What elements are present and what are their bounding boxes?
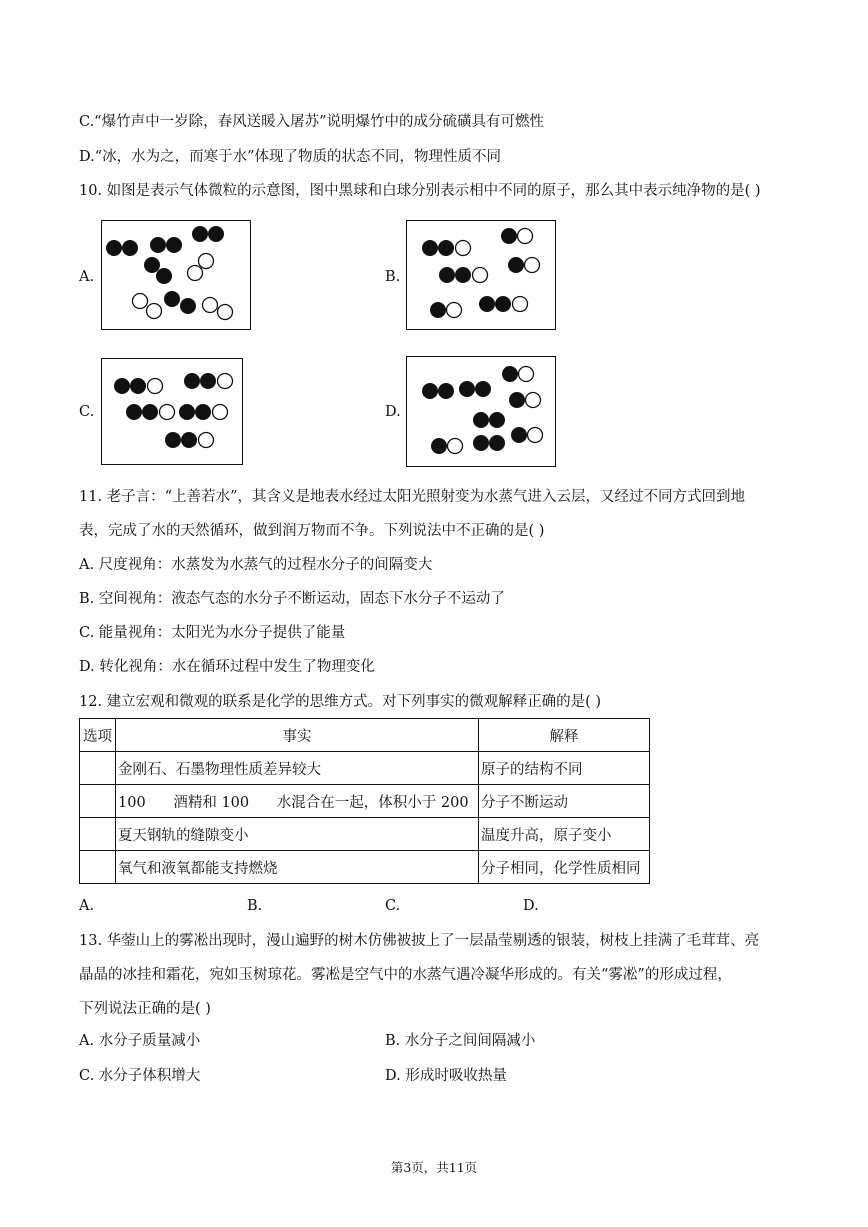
q10-figure-c-diagram — [102, 359, 242, 464]
table-row — [80, 752, 650, 785]
row-explanation: 温度升高，原子变小 — [479, 818, 650, 851]
row-fact: 金刚石、石墨物理性质差异较大 — [116, 752, 479, 785]
q9-option-d: D.“冰，水为之，而寒于水”体现了物质的状态不同，物理性质不同 — [79, 149, 502, 165]
row-option — [80, 851, 116, 884]
row-fact: 夏天钢轨的缝隙变小 — [116, 818, 479, 851]
row-explanation: 分子不断运动 — [479, 785, 650, 818]
q9-option-c: C.“爆竹声中一岁除，春风送暖入屠苏”说明爆竹中的成分硫磺具有可燃性 — [79, 114, 545, 130]
page-footer: 第3页，共11页 — [390, 1160, 478, 1175]
q10-label-a: A. — [79, 269, 95, 285]
table-row — [80, 818, 650, 851]
q11-option-a: A. 尺度视角：水蒸发为水蒸气的过程水分子的间隔变大 — [79, 557, 433, 573]
header-fact: 事实 — [116, 719, 479, 752]
q12-option-b: B. — [247, 898, 263, 914]
q12-table — [79, 718, 650, 884]
q10-figure-b-diagram — [407, 221, 555, 329]
q11-stem-line1: 11. 老子言：“上善若水”，其含义是地表水经过太阳光照射变为水蒸气进入云层，又经过不同方式回到地 — [79, 489, 745, 505]
q10-figure-a-diagram — [102, 221, 250, 329]
q13-option-c: C. 水分子体积增大 — [79, 1068, 201, 1084]
q11-option-d: D. 转化视角：水在循环过程中发生了物理变化 — [79, 659, 375, 675]
row-option — [80, 818, 116, 851]
row-option — [80, 752, 116, 785]
table-header-row — [80, 719, 650, 752]
q11-option-c: C. 能量视角：太阳光为水分子提供了能量 — [79, 625, 346, 641]
q10-stem: 10. 如图是表示气体微粒的示意图，图中黑球和白球分别表示相中不同的原子，那么其中表示纯净物的是( ) — [79, 183, 761, 199]
q12-option-a: A. — [79, 898, 95, 914]
q13-option-b: B. 水分子之间间隔减小 — [385, 1033, 536, 1049]
q10-figure-a — [101, 220, 251, 330]
row-explanation: 分子相同，化学性质相同 — [479, 851, 650, 884]
header-explanation: 解释 — [479, 719, 650, 752]
q11-stem-line2: 表，完成了水的天然循环，做到润万物而不争。下列说法中不正确的是( ) — [79, 523, 545, 539]
row-explanation: 原子的结构不同 — [479, 752, 650, 785]
q13-stem-line3: 下列说法正确的是( ) — [79, 1001, 211, 1017]
q10-label-d: D. — [385, 404, 401, 420]
q10-label-b: B. — [385, 269, 401, 285]
table-row — [80, 785, 650, 818]
q13-stem-line1: 13. 华蓥山上的雾凇出现时，漫山遍野的树木仿佛被披上了一层晶莹剔透的银装，树枝上挂满了毛茸茸、亮 — [79, 933, 760, 949]
row-fact: 氧气和液氧都能支持燃烧 — [116, 851, 479, 884]
header-option: 选项 — [80, 719, 116, 752]
q10-figure-b — [406, 220, 556, 330]
q12-stem: 12. 建立宏观和微观的联系是化学的思维方式。对下列事实的微观解释正确的是( ) — [79, 694, 602, 710]
q10-figure-d — [406, 356, 556, 467]
q10-figure-c — [101, 358, 243, 465]
q13-stem-line2: 晶晶的冰挂和霜花，宛如玉树琼花。雾凇是空气中的水蒸气遇冷凝华形成的。有关“雾凇”的形成过程， — [79, 967, 732, 983]
q12-option-d: D. — [523, 898, 539, 914]
q13-option-d: D. 形成时吸收热量 — [385, 1068, 507, 1084]
q13-option-a: A. 水分子质量减小 — [79, 1033, 201, 1049]
row-option — [80, 785, 116, 818]
q11-option-b: B. 空间视角：液态气态的水分子不断运动，固态下水分子不运动了 — [79, 591, 505, 607]
row-fact: 100 酒精和 100 水混合在一起，体积小于 200 — [116, 785, 479, 818]
q10-figure-d-diagram — [407, 357, 555, 466]
q10-label-c: C. — [79, 404, 95, 420]
q12-option-c: C. — [385, 898, 401, 914]
table-row — [80, 851, 650, 884]
